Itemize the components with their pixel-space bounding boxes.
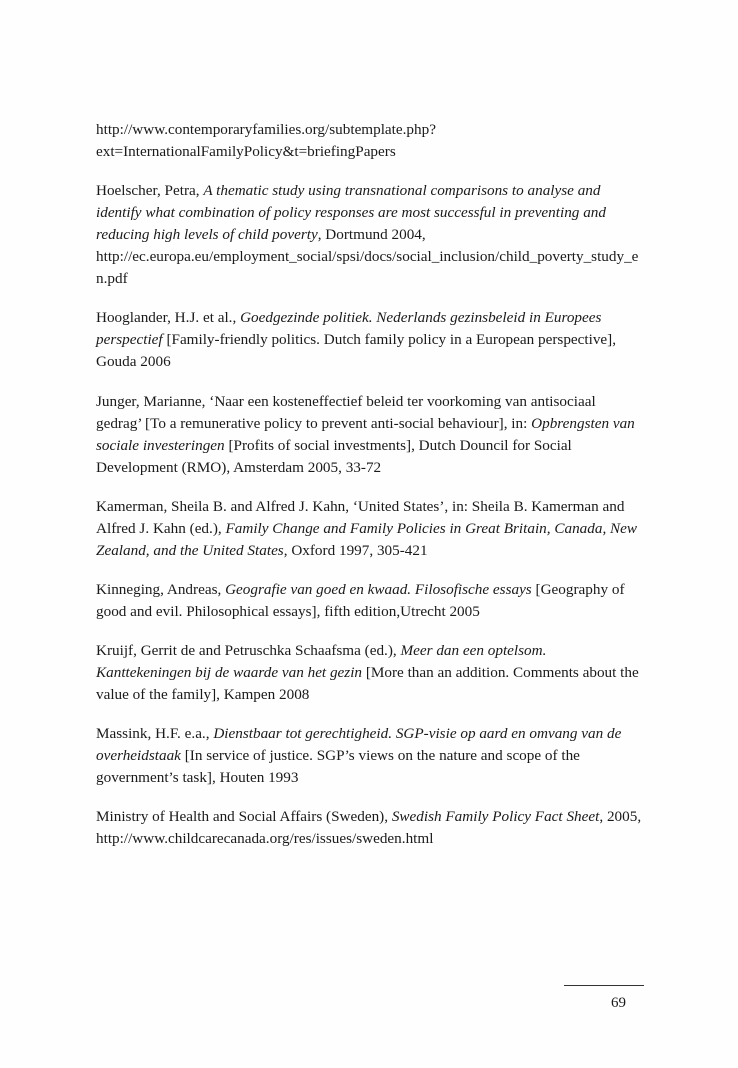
entry-text-run: Opbrengsten van sociale investeringen bbox=[96, 414, 635, 454]
entry-text-run: Goedgezinde politiek. Nederlands gezinsbeleid in Europees perspectief bbox=[96, 309, 602, 349]
entry-text-run: , 2005, http://www.childcarecanada.org/res/issues/sweden.html bbox=[96, 807, 642, 847]
bibliography-list bbox=[96, 104, 644, 850]
entry-ministry-health bbox=[96, 806, 644, 850]
entry-hooglander bbox=[96, 307, 644, 373]
page-number: 69 bbox=[611, 995, 626, 1011]
entry-text-run: , Dortmund 2004, http://ec.europa.eu/employment_social/spsi/docs/social_inclusion/child_poverty_study_en.pdf bbox=[96, 226, 639, 288]
entry-url-contemporaryfamilies bbox=[96, 119, 644, 163]
entry-text-run: [More than an addition. Comments about the value of the family], Kampen 2008 bbox=[96, 663, 639, 703]
entry-text-run: alFamilyPolicy&t=briefingPapers bbox=[189, 143, 396, 161]
entry-kruijf bbox=[96, 640, 644, 706]
entry-text-run: [Family-friendly politics. Dutch family policy in a European perspective], Gouda 2006 bbox=[96, 331, 617, 371]
entry-text-run: A thematic study using transnational comparisons to analyse and identify what combination of policy responses are most successful in preventing and reducing high levels of child poverty bbox=[96, 182, 606, 244]
entry-text-run: Massink, H.F. e.a., bbox=[96, 724, 214, 742]
entry-text-run: [In service of justice. SGP’s views on the nature and scope of the government’s task], Houten 1993 bbox=[96, 746, 580, 786]
entry-kamerman bbox=[96, 496, 644, 562]
entry-text-run: http://www.contemporaryfamilies.org/subtemplate.php?ext=Internation bbox=[96, 121, 436, 161]
entry-text-run: Meer dan een optelsom. Kanttekeningen bij de waarde van het gezin bbox=[96, 641, 547, 681]
entry-text-run: Hooglander, H.J. et al., bbox=[96, 309, 241, 327]
entry-text-run: Junger, Marianne, ‘Naar een kosteneffectief beleid ter voorkoming van antisociaal gedrag’ [To a remunerative policy to prevent anti-social behaviour], in: bbox=[96, 392, 596, 432]
entry-text-run: [Geography of good and evil. Philosophical essays], fifth edition,Utrecht 2005 bbox=[96, 580, 625, 620]
entry-text-run: Kruijf, Gerrit de and Petruschka Schaafsma (ed.), bbox=[96, 641, 401, 659]
entry-text-run: Dienstbaar tot gerechtigheid. SGP-visie op aard en omvang van de overheidstaak bbox=[96, 724, 622, 764]
entry-junger bbox=[96, 391, 644, 479]
entry-text-run: Swedish Family Policy Fact Sheet bbox=[391, 807, 600, 825]
entry-text-run: Kamerman, Sheila B. and Alfred J. Kahn, ‘United States’, in: Sheila B. Kamerman and Alfred J. Kahn (ed.), bbox=[96, 497, 625, 537]
entry-hoelscher bbox=[96, 180, 644, 290]
entry-text-run: [Profits of social investments], Dutch Douncil for Social Development (RMO), Amsterdam 2005, 33-72 bbox=[96, 436, 572, 476]
footer-rule bbox=[564, 985, 644, 986]
entry-massink bbox=[96, 723, 644, 789]
entry-text-run: Geografie van goed en kwaad. Filosofische essays bbox=[225, 580, 532, 598]
entry-text-run: Hoelscher, Petra, bbox=[96, 182, 204, 200]
entry-text-run: , Oxford 1997, 305-421 bbox=[283, 541, 428, 559]
entry-kinneging bbox=[96, 579, 644, 623]
entry-text-run: Family Change and Family Policies in Great Britain, Canada, New Zealand, and the United States bbox=[96, 519, 638, 559]
entry-text-run: Ministry of Health and Social Affairs (Sweden), bbox=[96, 807, 392, 825]
entry-text-run: Kinneging, Andreas, bbox=[96, 580, 226, 598]
